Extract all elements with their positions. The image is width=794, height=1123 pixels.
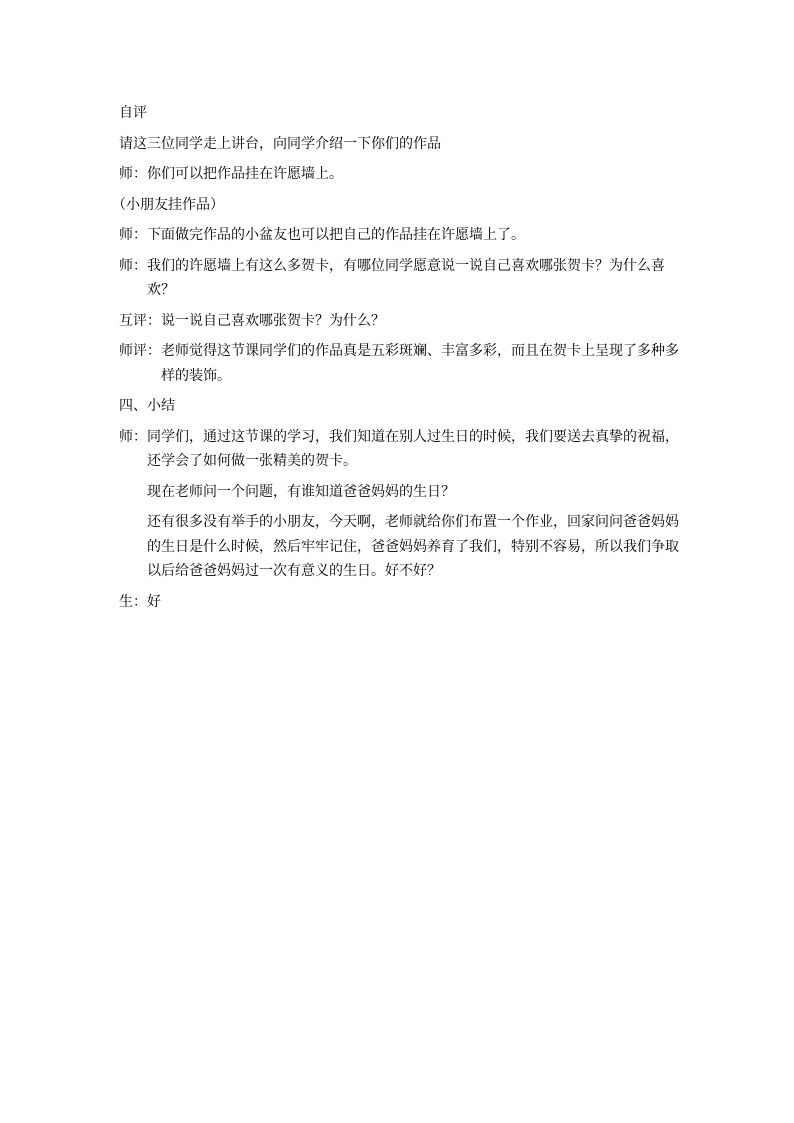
paragraph-student-answer: 生：好: [119, 593, 161, 610]
paragraph-teacher-hang-wall: 师：你们可以把作品挂在许愿墙上。: [119, 166, 343, 182]
paragraph-teacher-finished-works: 师：下面做完作品的小盆友也可以把自己的作品挂在许愿墙上了。: [119, 227, 525, 243]
paragraph-teacher-evaluation: 师评：老师觉得这节课同学们的作品真是五彩斑斓、丰富多彩，而且在贺卡上呈现了多种多样的装饰。: [119, 343, 679, 384]
paragraph-teacher-summary: 师：同学们，通过这节课的学习，我们知道在别人过生日的时候，我们要送去真挚的祝福，还学会了如何做一张精美的贺卡。: [119, 428, 679, 469]
paragraph-teacher-homework: 还有很多没有举手的小朋友，今天啊，老师就给你们布置一个作业，回家问问爸爸妈妈的生日是什么时候，然后牢牢记住，爸爸妈妈养育了我们，特别不容易，所以我们争取以后给爸爸妈妈过一次有意义的生日。好不好？: [147, 514, 679, 579]
paragraph-self-evaluation: 自评: [119, 105, 147, 121]
paragraph-introduce-works: 请这三位同学走上讲台，向同学介绍一下你们的作品: [119, 135, 441, 152]
paragraph-kids-hang-works: （小朋友挂作品）: [112, 196, 224, 213]
paragraph-teacher-which-card: 师：我们的许愿墙上有这么多贺卡，有哪位同学愿意说一说自己喜欢哪张贺卡？为什么喜欢？: [119, 257, 665, 298]
document-page: [112, 101, 679, 620]
paragraph-teacher-question: 现在老师问一个问题，有谁知道爸爸妈妈的生日？: [147, 483, 455, 500]
paragraph-peer-evaluation: 互评：说一说自己喜欢哪张贺卡？为什么？: [119, 312, 385, 329]
section-heading-summary: 四、小结: [119, 398, 175, 414]
